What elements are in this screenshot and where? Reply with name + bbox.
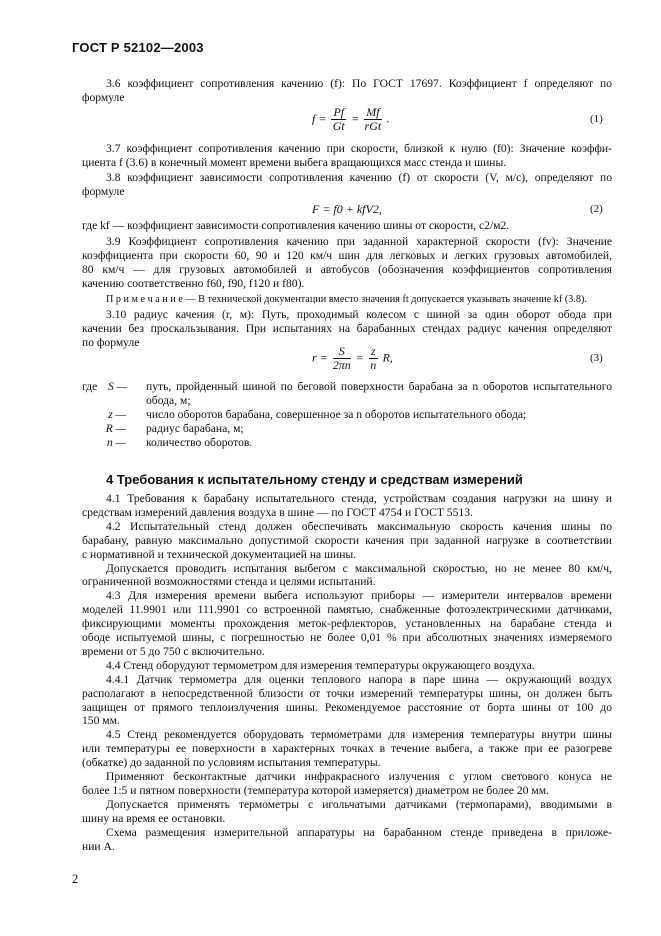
- section-4-line: фиксирующими моменты прохождения меток-рефлекторов, установленных на барабане стенда и: [82, 617, 612, 631]
- formula-1-number: (1): [590, 113, 603, 125]
- section-4-line: времени от 5 до 750 с включительно.: [82, 644, 265, 658]
- formula-1-num-a: Pf: [333, 105, 345, 119]
- para-3-8-line-1: 3.8 коэффициент зависимости сопротивления качению (f) от скорости (V, м/с), определяют по: [106, 171, 612, 184]
- section-4-title: 4 Требования к испытательному стенду и средствам измерений: [106, 472, 523, 487]
- note: П р и м е ч а н и е — В технической документации вместо значения ft допускается указывать значение kf (3.8).: [106, 294, 587, 305]
- section-4-line: с нормативной и технической документацией на шины.: [82, 547, 357, 561]
- para-3-9-line-4: качению соответственно f60, f90, f120 и f80).: [82, 277, 305, 290]
- section-4-line: Применяют бесконтактные датчики инфракрасного излучения с углом светового конуса не: [106, 770, 612, 783]
- formula-1-num-b: Mf: [366, 105, 380, 119]
- section-4-line: 4.2 Испытательный стенд должен обеспечивать максимальную скорость качения шины по: [106, 519, 612, 533]
- formula-3-frac-b: [369, 345, 378, 372]
- para-3-9-line-3: 80 км/ч — для грузовых автомобилей и автобусов (обозначения коэффициентов сопротивления: [82, 263, 612, 276]
- para-3-10-line-3: по формуле: [82, 336, 140, 349]
- formula-3-den-b: n: [370, 358, 377, 372]
- formula-3-num-b: z: [370, 344, 376, 358]
- para-3-7-line-1: 3.7 коэффициент сопротивления качению при скорости, близкой к нулю (f0): Значение коэффи-: [106, 142, 612, 155]
- formula-1-frac-b: [364, 106, 381, 133]
- def-text: количество оборотов.: [146, 436, 253, 449]
- where-label: где: [82, 380, 98, 393]
- section-4-line: ободе испытуемой шины, с погрешностью не более 0,01 % при абсолютных значениях измеряемого: [82, 631, 612, 644]
- formula-1: [312, 106, 390, 133]
- section-4-line: 4.4.1 Датчик термометра для оценки теплового напора в паре шина — окружающий воздух: [106, 672, 612, 686]
- page-number: 2: [72, 872, 79, 886]
- formula-3-equals: =: [355, 350, 364, 365]
- section-4-line: шину на время ее остановки.: [82, 811, 226, 825]
- para-3-9-line-2: коэффициента при скорости 60, 90 и 120 км/ч шин для легковых и легких грузовых автомобилей,: [82, 249, 612, 262]
- formula-3-tail: R,: [382, 350, 393, 365]
- section-4-line: (обкатке) до заданной по условиям испытания температуры.: [82, 756, 381, 770]
- formula-1-equals: =: [351, 111, 360, 126]
- formula-3-frac-a: [333, 345, 351, 372]
- section-4-line: ограниченной возможностями стенда и целями испытаний.: [82, 575, 376, 589]
- section-4-line: 4.1 Требования к барабану испытательного стенда, устройствам создания нагрузки на шину и: [106, 492, 612, 505]
- section-4-line: Допускается проводить испытания выбегом с максимальной скоростью, но не менее 80 км/ч,: [106, 561, 612, 575]
- formula-1-tail: .: [386, 111, 390, 126]
- para-3-6-line-2: формуле: [82, 91, 125, 104]
- def-text: обода, м;: [146, 394, 191, 407]
- para-3-8-line-3: где kf — коэффициент зависимости сопротивления качению шины от скорости, с2/м2.: [82, 219, 510, 232]
- section-4-line: более 1:5 и пятном поверхности (температура которой измеряется) диаметром не более 20 мм.: [82, 783, 549, 797]
- section-4-line: защищен от прямого теплоизлучения шины. Рекомендуемое расстояние от борта шины от 100 до: [82, 700, 612, 714]
- document-header: ГОСТ Р 52102—2003: [72, 40, 204, 55]
- section-4-line: Схема размещения измерительной аппаратуры на барабанном стенде приведена в приложе-: [106, 825, 612, 839]
- section-4-line: 150 мм.: [82, 714, 120, 728]
- def-symbol: n —: [106, 436, 126, 449]
- section-4-line: располагают в непосредственной близости от точки измерений температуры шины, он должен быть: [82, 686, 612, 700]
- section-4-line: средствам измерений давления воздуха в шине — по ГОСТ 4754 и ГОСТ 5513.: [82, 505, 473, 519]
- formula-1-den-a: Gt: [332, 119, 345, 133]
- formula-3-lhs: r =: [312, 350, 328, 365]
- def-symbol: R —: [105, 422, 126, 435]
- section-4-line: или температуры ее поверхности в характерных точках в течение выбега, а также при ее разогреве: [82, 742, 612, 756]
- formula-1-frac-a: [331, 106, 346, 133]
- def-text: путь, пройденный шиной по беговой поверхности барабана за n оборотов испытательного: [146, 380, 612, 393]
- formula-2-number: (2): [590, 203, 603, 215]
- section-4-line: 4.4 Стенд оборудуют термометром для измерения температуры окружающего воздуха.: [106, 658, 535, 672]
- formula-1-lhs: f =: [312, 111, 327, 126]
- para-3-9-line-1: 3.9 Коэффициент сопротивления качению при заданной характерной скорости (fv): Значение: [106, 235, 612, 248]
- formula-3-number: (3): [590, 352, 603, 364]
- def-text: число оборотов барабана, совершенное за n оборотов испытательного обода;: [146, 408, 527, 421]
- section-4-line: моделей 11.9901 или 111.9901 со встроенной памятью, снабженные фотоэлектрическими датчиками,: [82, 603, 612, 617]
- para-3-10-line-2: качении без проскальзывания. При испытаниях на барабанных стендах радиус качения определяют: [82, 322, 612, 335]
- def-text: радиус барабана, м;: [146, 422, 244, 435]
- formula-1-den-b: rGt: [364, 119, 382, 133]
- section-4-line: Допускается применять термометры с игольчатыми датчиками (термопарами), вводимыми в: [106, 797, 612, 811]
- para-3-8-line-2: формуле: [82, 185, 125, 198]
- def-symbol: z —: [108, 408, 126, 421]
- para-3-10-line-1: 3.10 радиус качения (r, м): Путь, проходимый колесом с шиной за один оборот обода при: [106, 308, 612, 321]
- section-4-line: 4.3 Для измерения времени выбега используют приборы — измерители интервалов времени: [106, 589, 612, 603]
- para-3-6-line-1: 3.6 коэффициент сопротивления качению (f): По ГОСТ 17697. Коэффициент f определяют по: [106, 77, 612, 90]
- section-4-line: барабану, равную максимально допустимой скорости качения при заданной нагрузке в соответствии: [82, 533, 612, 547]
- formula-3-den-a: 2πn: [332, 358, 351, 372]
- section-4-line: 4.5 Стенд рекомендуется оборудовать термометрами для измерения температуры внутри шины: [106, 728, 612, 742]
- formula-3-num-a: S: [333, 345, 351, 359]
- formula-3: [312, 345, 393, 372]
- para-3-7-line-2: циента f (3.6) в конечный момент времени выбега вращающихся масс стенда и шины.: [82, 156, 507, 169]
- section-4-line: нии А.: [82, 839, 115, 853]
- def-symbol: S —: [108, 380, 128, 393]
- formula-2: F = f0 + kfV2,: [312, 202, 382, 216]
